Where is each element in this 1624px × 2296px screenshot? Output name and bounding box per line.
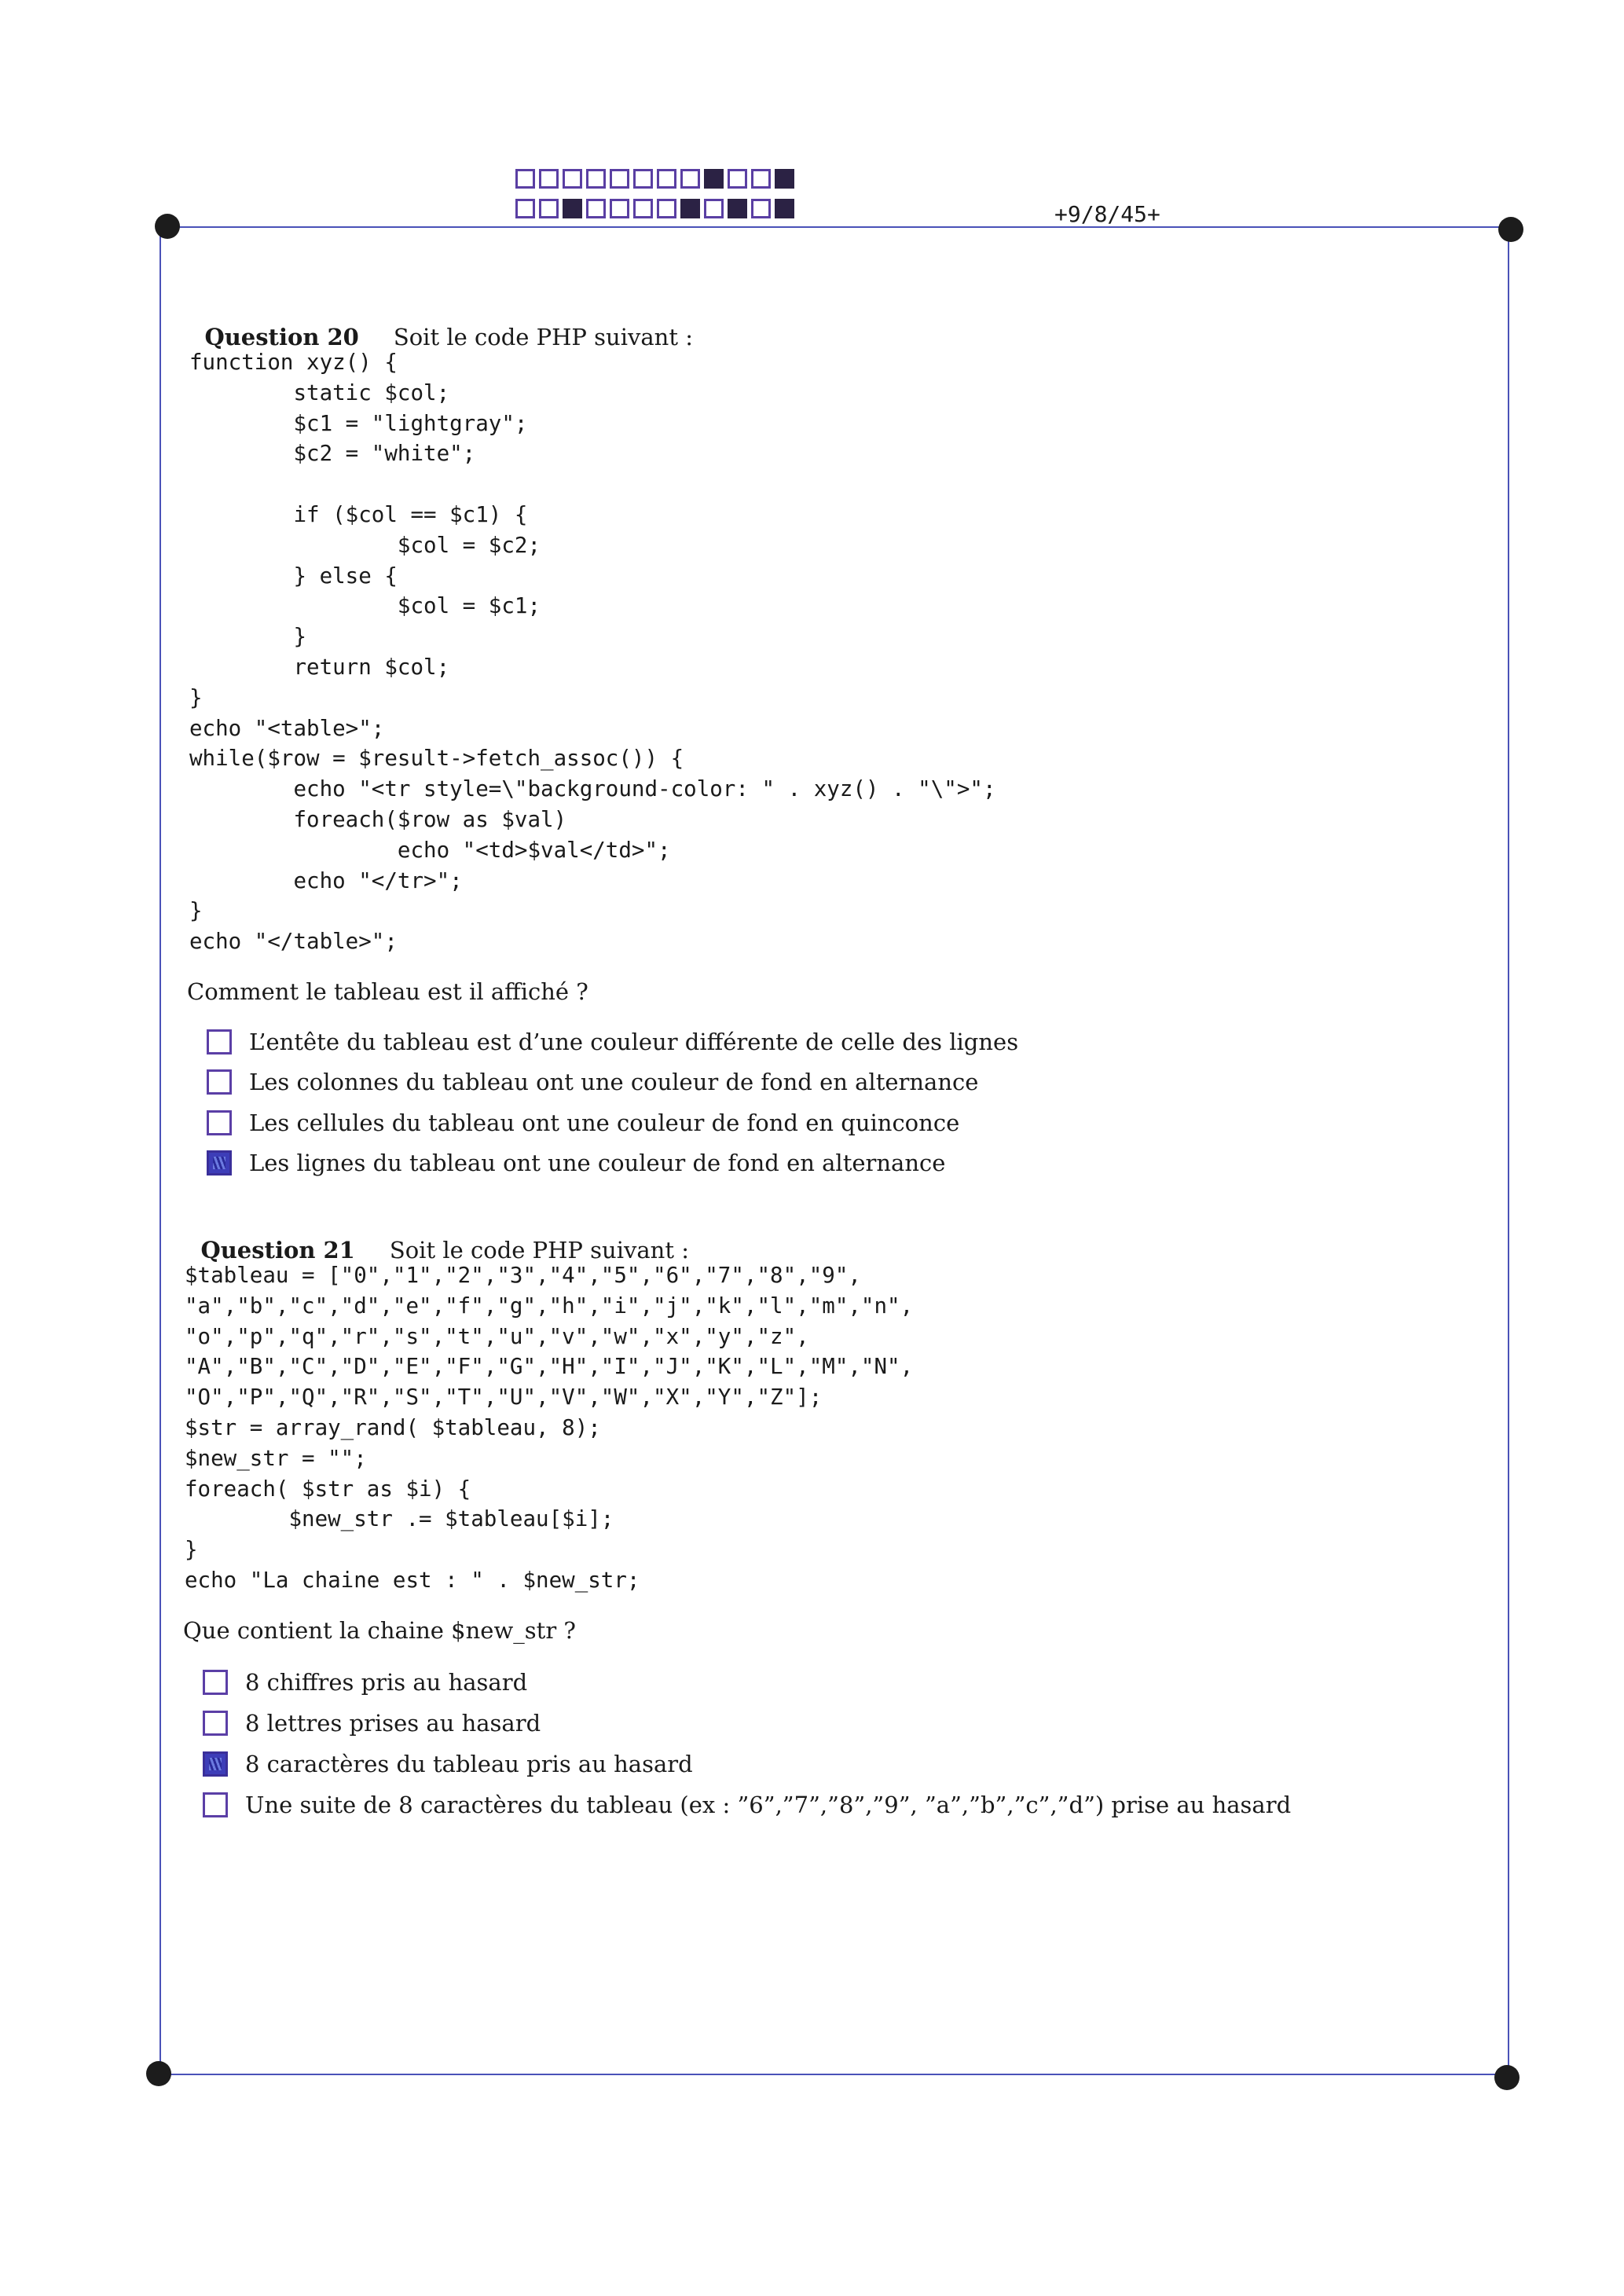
code-line: "O","P","Q","R","S","T","U","V","W","X","Y","Z"]; bbox=[185, 1385, 823, 1410]
barcode-cell bbox=[680, 169, 700, 189]
barcode-cell bbox=[633, 169, 653, 189]
answer-label: Une suite de 8 caractères du tableau (ex : ”6”,”7”,”8”,”9”, ”a”,”b”,”c”,”d”) prise au hasard bbox=[245, 1792, 1292, 1818]
code-line: $tableau = ["0","1","2","3","4","5","6","7","8","9", bbox=[185, 1263, 861, 1288]
code-line: $str = array_rand( $tableau, 8); bbox=[185, 1414, 601, 1440]
question-prompt: Comment le tableau est il affiché ? bbox=[187, 978, 588, 1005]
code-line: static $col; bbox=[189, 380, 450, 405]
answer-checkbox[interactable] bbox=[207, 1069, 232, 1095]
code-line: while($row = $result->fetch_assoc()) { bbox=[189, 746, 684, 772]
code-line: echo "La chaine est : " . $new_str; bbox=[185, 1567, 640, 1593]
barcode-bottom-row bbox=[515, 199, 798, 222]
question-20-header bbox=[190, 297, 693, 350]
page-id: +9/8/45+ bbox=[1054, 201, 1160, 227]
question-number: Question 21 bbox=[200, 1237, 355, 1264]
corner-marker-top-left bbox=[155, 214, 180, 239]
question-intro: Soit le code PHP suivant : bbox=[393, 324, 693, 350]
barcode-cell bbox=[563, 199, 582, 218]
code-line: $c2 = "white"; bbox=[189, 441, 476, 467]
barcode-cell bbox=[751, 199, 771, 218]
code-line: "A","B","C","D","E","F","G","H","I","J","K","L","M","N", bbox=[185, 1354, 914, 1380]
barcode-cell bbox=[704, 169, 724, 189]
answer-checkbox[interactable] bbox=[203, 1792, 228, 1817]
answer-checkbox-checked[interactable] bbox=[207, 1150, 232, 1176]
barcode-cell bbox=[775, 199, 794, 218]
answer-option[interactable] bbox=[207, 1025, 1018, 1058]
code-line: echo "<td>$val</td>"; bbox=[189, 837, 671, 863]
code-block bbox=[189, 347, 996, 957]
code-line: foreach( $str as $i) { bbox=[185, 1476, 471, 1502]
answer-label: Les lignes du tableau ont une couleur de fond en alternance bbox=[249, 1150, 946, 1176]
barcode-cell bbox=[775, 169, 794, 189]
answer-option[interactable] bbox=[207, 1065, 978, 1098]
code-line: } else { bbox=[189, 563, 398, 589]
answer-option[interactable] bbox=[207, 1106, 959, 1139]
barcode-cell bbox=[539, 169, 559, 189]
barcode-cell bbox=[610, 169, 629, 189]
frame-left-line bbox=[159, 228, 161, 2073]
answer-label: 8 caractères du tableau pris au hasard bbox=[245, 1751, 693, 1777]
code-line: foreach($row as $val) bbox=[189, 806, 567, 832]
code-line: echo "<table>"; bbox=[189, 715, 385, 741]
code-line: } bbox=[189, 684, 203, 710]
answer-label: 8 chiffres pris au hasard bbox=[245, 1669, 528, 1696]
barcode-top-row bbox=[515, 169, 798, 193]
answer-checkbox[interactable] bbox=[203, 1670, 228, 1695]
barcode-cell bbox=[633, 199, 653, 218]
barcode-cell bbox=[751, 169, 771, 189]
answer-option[interactable] bbox=[203, 1788, 1291, 1821]
code-line: return $col; bbox=[189, 654, 450, 680]
code-line: if ($col == $c1) { bbox=[189, 501, 528, 527]
code-line: echo "<tr style=\"background-color: " . xyz() . "\">"; bbox=[189, 776, 996, 802]
question-intro: Soit le code PHP suivant : bbox=[389, 1237, 689, 1264]
question-number: Question 20 bbox=[204, 324, 359, 350]
answer-option[interactable] bbox=[203, 1707, 541, 1740]
barcode-cell bbox=[539, 199, 559, 218]
code-line: $new_str = ""; bbox=[185, 1445, 367, 1471]
answer-label: Les cellules du tableau ont une couleur de fond en quinconce bbox=[249, 1109, 960, 1136]
barcode-cell bbox=[515, 169, 535, 189]
code-line: echo "</tr>"; bbox=[189, 867, 463, 893]
answer-label: L’entête du tableau est d’une couleur différente de celle des lignes bbox=[249, 1029, 1019, 1055]
code-line: $c1 = "lightgray"; bbox=[189, 410, 528, 436]
barcode-cell bbox=[728, 199, 747, 218]
corner-marker-bottom-right bbox=[1494, 2065, 1520, 2090]
answer-checkbox[interactable] bbox=[207, 1029, 232, 1054]
question-21-header bbox=[186, 1210, 689, 1264]
code-line: "a","b","c","d","e","f","g","h","i","j","k","l","m","n", bbox=[185, 1293, 914, 1319]
question-prompt: Que contient la chaine $new_str ? bbox=[183, 1617, 576, 1644]
frame-right-line bbox=[1508, 229, 1509, 2074]
corner-marker-top-right bbox=[1498, 217, 1523, 242]
code-line: $col = $c2; bbox=[189, 532, 541, 558]
barcode-cell bbox=[680, 199, 700, 218]
answer-option[interactable] bbox=[203, 1666, 527, 1699]
code-line: } bbox=[189, 624, 307, 650]
barcode-cell bbox=[657, 199, 676, 218]
corner-marker-bottom-left bbox=[146, 2061, 171, 2086]
code-line: "o","p","q","r","s","t","u","v","w","x","y","z", bbox=[185, 1323, 809, 1349]
barcode-cell bbox=[586, 169, 606, 189]
code-line: $col = $c1; bbox=[189, 593, 541, 619]
answer-label: 8 lettres prises au hasard bbox=[245, 1710, 541, 1737]
answer-checkbox[interactable] bbox=[203, 1711, 228, 1736]
code-block bbox=[185, 1260, 913, 1596]
answer-option[interactable] bbox=[203, 1748, 693, 1781]
barcode-cell bbox=[586, 199, 606, 218]
code-line: } bbox=[185, 1537, 198, 1563]
barcode-cell bbox=[515, 199, 535, 218]
barcode-cell bbox=[563, 169, 582, 189]
answer-checkbox-checked[interactable] bbox=[203, 1751, 228, 1777]
code-line: echo "</table>"; bbox=[189, 929, 398, 955]
barcode-cell bbox=[704, 199, 724, 218]
code-line: $new_str .= $tableau[$i]; bbox=[185, 1506, 614, 1532]
barcode-cell bbox=[657, 169, 676, 189]
frame-top-line bbox=[168, 226, 1512, 228]
code-line: function xyz() { bbox=[189, 350, 398, 375]
frame-bottom-line bbox=[161, 2074, 1511, 2075]
barcode-cell bbox=[610, 199, 629, 218]
barcode-cell bbox=[728, 169, 747, 189]
code-line bbox=[189, 469, 996, 500]
answer-label: Les colonnes du tableau ont une couleur de fond en alternance bbox=[249, 1069, 979, 1095]
answer-option[interactable] bbox=[207, 1146, 945, 1179]
answer-checkbox[interactable] bbox=[207, 1110, 232, 1135]
code-line: } bbox=[189, 898, 203, 924]
